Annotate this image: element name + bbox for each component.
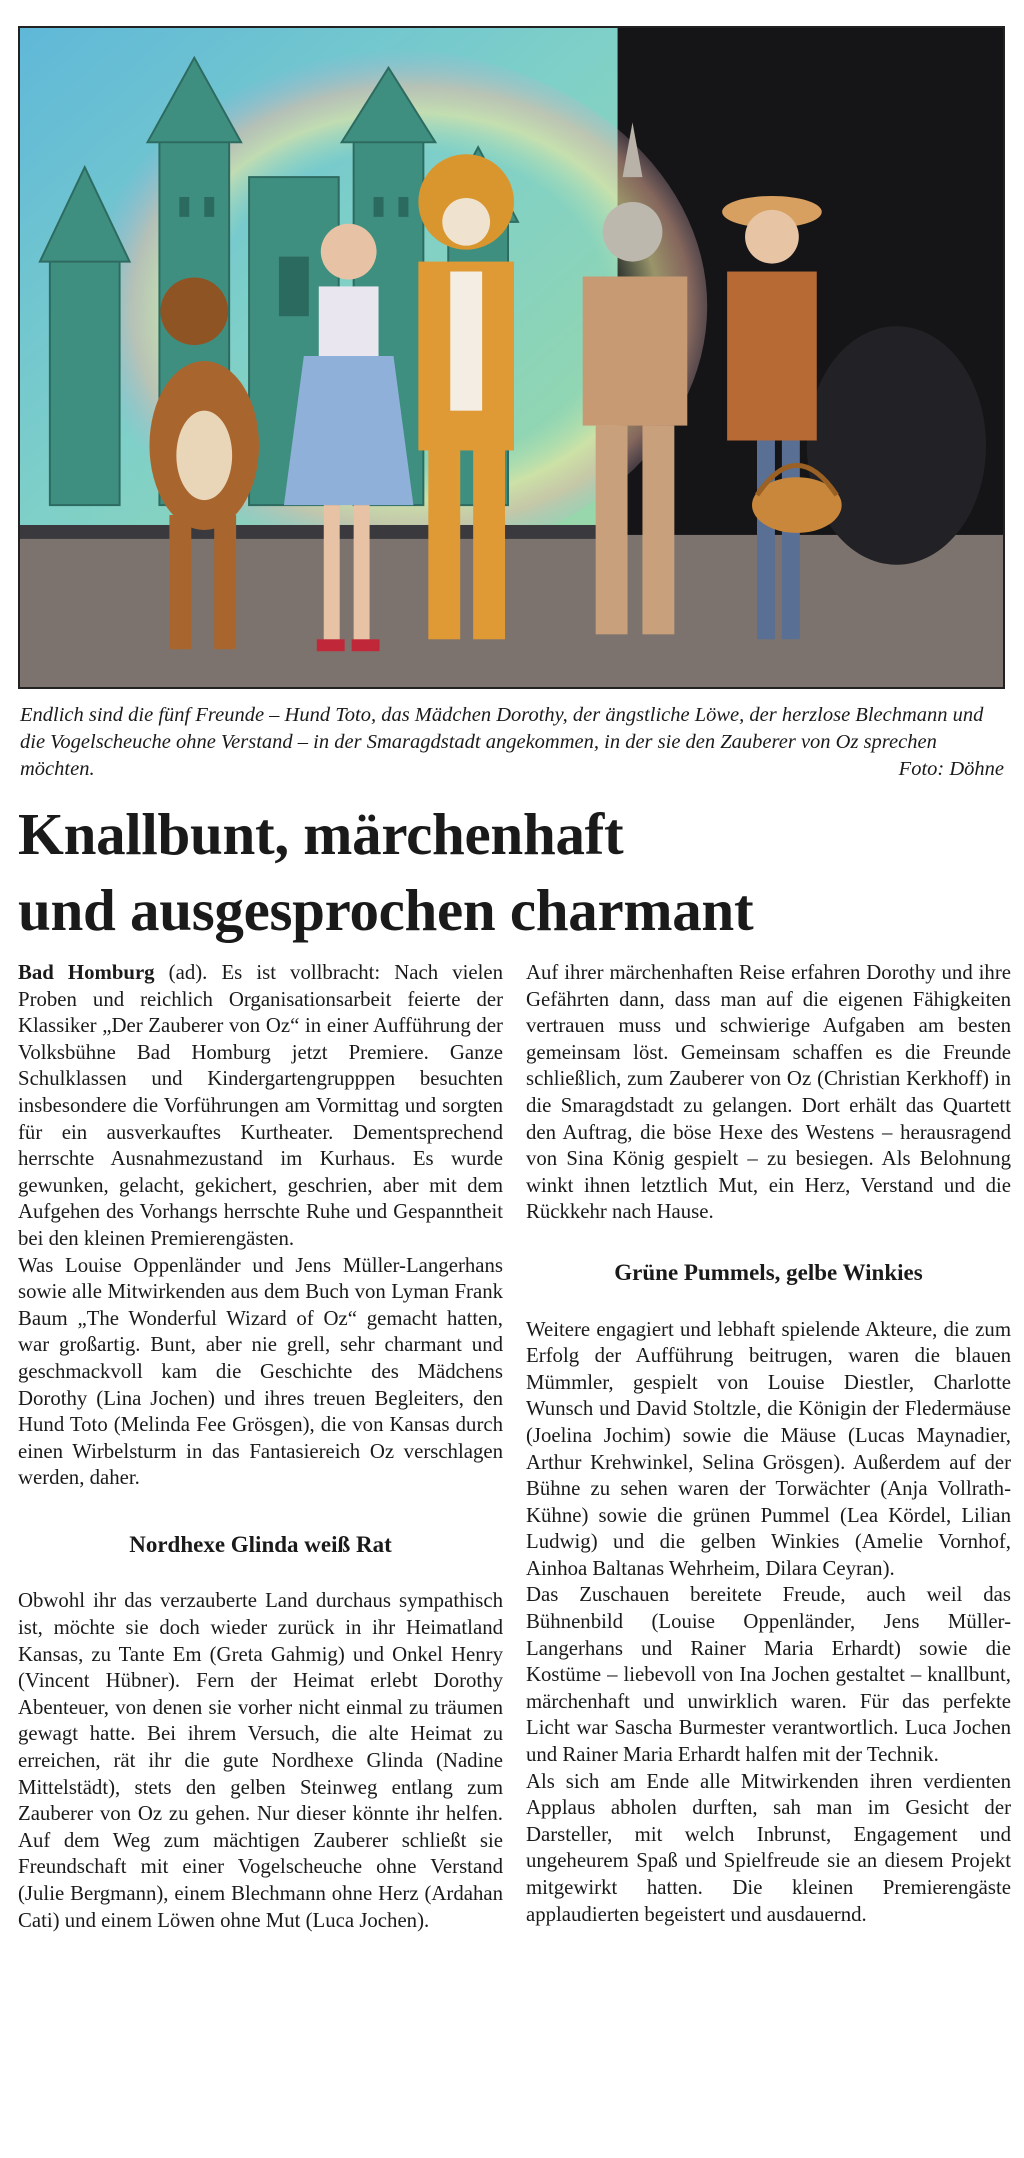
dateline: Bad Homburg [18,961,155,984]
paragraph-2: Was Louise Oppenländer und Jens Müller-Langerhans sowie alle Mitwirkenden aus dem Buch von Lyman Frank Baum „The Wonderful Wizard of Oz“ gemacht hatten, war großartig. Bunt, aber nie grell, sehr charmant und geschmackvoll kam die Geschichte des Mädchens Dorothy (Lina Jochen) und ihres treuen Begleiters, den Hund Toto (Melinda Fee Grösgen), die von Kansas durch einen Wirbelsturm in das Fantasiereich Oz verschlagen werden, daher. [18,1253,503,1490]
photo-credit: Foto: Döhne [898,758,1004,780]
paragraph-5: Weitere engagiert und lebhaft spielende Akteure, die zum Erfolg der Aufführung beitrugen, waren die blauen Mümmler, gespielt von Louise Diestler, Charlotte Wunsch und David Stoltzle, die Königin der Fledermäuse (Joelina Jochim) sowie die Mäuse (Lucas Maynadier, Arthur Krehwinkel, Selina Grösgen). Außerdem auf der Bühne zu sehen waren der Torwächter (Anja Vollrath-Kühne) sowie die grünen Pummel (Lea Kördel, Lilian Ludwig) und die gelben Winkies (Amelie Vornhof, Ainhoa Baltanas Wehrheim, Dilara Ceyran). [526,1317,1011,1580]
paragraph-7: Als sich am Ende alle Mitwirkenden ihren verdienten Applaus abholen durften, sah man im Gesicht der Darsteller, mit welch Inbrunst, Engagement und ungeheurem Spaß und Spielfreude sie an diesem Projekt mitgewirkt hatten. Die kleinen Premierengäste applaudierten begeistert und ausdauernd. [526,1769,1011,1926]
article-photo [18,26,1005,689]
subheading-nordhexe: Nordhexe Glinda weiß Rat [129,1531,392,1557]
article-column-right [526,960,1011,1928]
stage-photo-illustration [20,28,1003,687]
paragraph-6: Das Zuschauen bereitete Freude, auch weil das Bühnenbild (Louise Oppenländer, Jens Müller-Langerhans und Rainer Maria Erhardt) sowie die Kostüme – liebevoll von Ina Jochen gestaltet – knallbunt, märchenhaft und unwirklich waren. Für das perfekte Licht war Sascha Burmester verantwortlich. Luca Jochen und Rainer Maria Erhardt halfen mit der Technik. [526,1583,1011,1767]
headline [18,796,1008,948]
paragraph-4: Auf ihrer märchenhaften Reise erfahren Dorothy und ihre Gefährten dann, dass man auf die eigenen Fähigkeiten vertrauen muss und schwierige Aufgaben am besten gemeinsam löst. Gemeinsam schaffen es die Freunde schließlich, zum Zauberer von Oz (Christian Kerkhoff) in die Smaragdstadt zu gelangen. Dort erhält das Quartett den Auftrag, die böse Hexe des Westens – herausragend von Sina König gespielt – zu besiegen. Als Belohnung winkt ihnen letztlich Mut, ein Herz, Verstand und die Rückkehr nach Hause. [526,961,1011,1224]
caption-text: Endlich sind die fünf Freunde – Hund Toto, das Mädchen Dorothy, der ängstliche Löwe, der herzlose Blechmann und die Vogelscheuche ohne Verstand – in der Smaragdstadt angekommen, in der sie den Zauberer von Oz sprechen möchten. [20,704,984,780]
headline-line-2: und ausgesprochen charmant [18,877,754,943]
subheading-pummels: Grüne Pummels, gelbe Winkies [614,1259,923,1285]
paragraph-1 [18,960,503,1253]
paragraph-1-text: (ad). Es ist vollbracht: Nach vielen Proben und reichlich Organisationsarbeit feierte der Klassiker „Der Zauberer von Oz“ in einer Aufführung der Volksbühne Bad Homburg jetzt Premiere. Ganze Schulklassen und Kindergartengrupppen besuchten insbesondere die Vorführungen am Vormittag und sorgten für ein ausverkauftes Kurtheater. Dementsprechend herrschte Ausnahmezustand im Kurhaus. Es wurde gewunken, gelacht, gekichert, geschrien, aber mit dem Aufgehen des Vorhangs herrschte Ruhe und Gespanntheit bei den kleinen Premierengästen. [18,961,504,1250]
paragraph-3: Obwohl ihr das verzauberte Land durchaus sympathisch ist, möchte sie doch wieder zurück in ihr Heimatland Kansas, zu Tante Em (Greta Gahmig) und Onkel Henry (Vincent Hübner). Fern der Heimat erlebt Dorothy Abenteuer, von denen sie vorher nicht einmal zu träumen gewagt hatte. Bei ihrem Versuch, die alte Heimat zu erreichen, rät ihr die gute Nordhexe Glinda (Nadine Mittelstädt), stets den gelben Steinweg entlang zum Zauberer von Oz zu gehen. Nur dieser könnte ihr helfen. Auf dem Weg zum mächtigen Zauberer schließt sie Freundschaft mit einer Vogelscheuche ohne Verstand (Julie Bergmann), einem Blechmann ohne Herz (Ardahan Cati) und einem Löwen ohne Mut (Luca Jochen). [18,1589,503,1932]
photo-caption [20,702,1004,783]
headline-line-1: Knallbunt, märchenhaft [18,801,624,867]
article-column-left [18,960,503,1934]
